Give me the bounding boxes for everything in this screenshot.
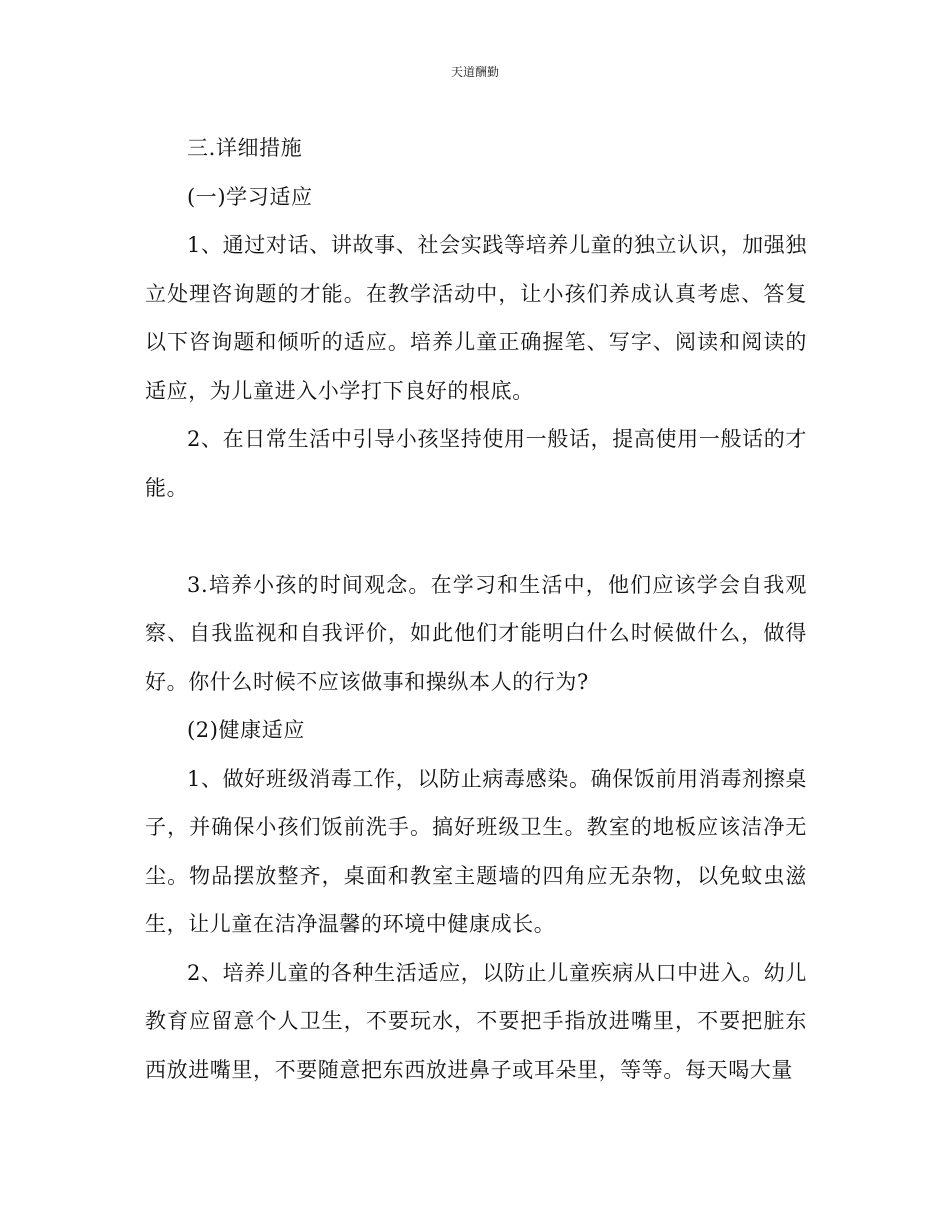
section-heading: 三.详细措施 [187,136,303,160]
paragraph-health-1: 1、做好班级消毒工作，以防止病毒感染。确保饭前用消毒剂擦桌子，并确保小孩们饭前洗手。搞好班级卫生。教室的地板应该洁净无尘。物品摆放整齐，桌面和教室主题墙的四角应无杂物，以免蚊虫滋生，让儿童在洁净温馨的环境中健康成长。 [145,766,807,936]
subsection-heading-study: (一)学习适应 [187,184,313,209]
page-header: 天道酬勤 [450,65,499,79]
paragraph-study-3: 3.培养小孩的时间观念。在学习和生活中，他们应该学会自我观察、自我监视和自我评价，如此他们才能明白什么时候做什么，做得好。你什么时候不应该做事和操纵本人的行为? [145,572,807,694]
paragraph-study-2: 2、在日常生活中引导小孩坚持使用一般话，提高使用一般话的才能。 [145,427,807,500]
blank-line [145,512,807,561]
paragraph-study-1: 1、通过对话、讲故事、社会实践等培养儿童的独立认识，加强独立处理咨询题的才能。在教学活动中，让小孩们养成认真考虑、答复以下咨询题和倾听的适应。培养儿童正确握笔、写字、阅读和阅读的适应，为儿童进入小学打下良好的根底。 [145,233,807,403]
paragraph-health-2: 2、培养儿童的各种生活适应，以防止儿童疾病从口中进入。幼儿教育应留意个人卫生，不要玩水，不要把手指放进嘴里，不要把脏东西放进嘴里，不要随意把东西放进鼻子或耳朵里，等等。每天喝大量 [145,960,807,1082]
subsection-heading-health: (2)健康适应 [187,718,305,742]
document-body [145,124,807,1094]
